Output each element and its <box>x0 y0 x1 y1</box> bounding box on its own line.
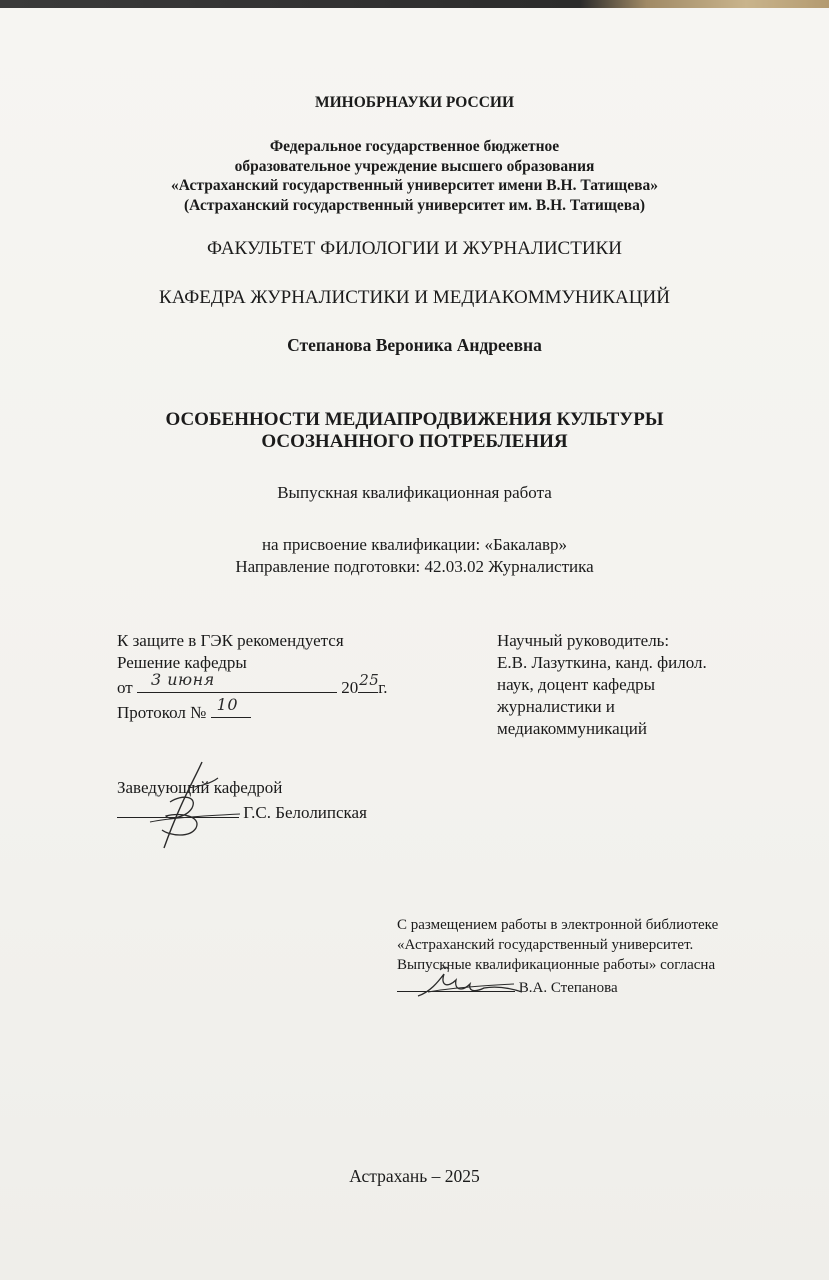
work-type: Выпускная квалификационная работа <box>277 483 552 502</box>
qualification-line: на присвоение квалификации: «Бакалавр» <box>261 535 568 554</box>
scan-edge <box>0 0 829 8</box>
protocol-handwritten: 10 <box>216 695 238 714</box>
institution-block <box>0 137 829 215</box>
institution-line: Федеральное государственное бюджетное <box>269 138 560 155</box>
protocol-label: Протокол № <box>117 703 207 722</box>
department-head-block <box>117 777 437 824</box>
student-name: В.А. Степанова <box>518 980 618 996</box>
protocol-line <box>117 695 417 724</box>
date-line <box>117 670 417 699</box>
recommend-text: К защите в ГЭК рекомендуется <box>117 631 344 650</box>
library-line: Выпускные квалификационные работы» согласна <box>397 957 716 973</box>
faculty-name: ФАКУЛЬТЕТ ФИЛОЛОГИИ И ЖУРНАЛИСТИКИ <box>207 238 622 259</box>
title-line: ОСОБЕННОСТИ МЕДИАПРОДВИЖЕНИЯ КУЛЬТУРЫ <box>165 409 664 430</box>
qualification-block <box>0 534 829 578</box>
student-signature-field <box>397 975 515 992</box>
head-signature-line <box>117 799 437 824</box>
year-handwritten: 25 <box>359 671 380 689</box>
supervisor-line: медиакоммуникаций <box>497 719 647 738</box>
supervisor-block <box>497 630 777 740</box>
head-label: Заведующий кафедрой <box>117 778 283 797</box>
protocol-field <box>211 695 251 718</box>
supervisor-line: Е.В. Лазуткина, канд. филол. <box>497 653 707 672</box>
thesis-title <box>0 409 829 453</box>
from-label: от <box>117 678 133 697</box>
defense-recommendation <box>117 630 417 724</box>
library-consent <box>397 915 775 998</box>
department-name: КАФЕДРА ЖУРНАЛИСТИКИ И МЕДИАКОММУНИКАЦИЙ <box>159 287 670 308</box>
head-name: Г.С. Белолипская <box>243 803 367 822</box>
head-signature-field <box>117 799 239 818</box>
author-name: Степанова Вероника Андреевна <box>287 335 542 355</box>
institution-line: «Астраханский государственный университет имени В.Н. Татищева» <box>170 177 659 194</box>
library-line: С размещением работы в электронной библиотеке <box>397 917 719 933</box>
institution-line: образовательное учреждение высшего образования <box>234 157 595 175</box>
year-suffix: г. <box>378 678 388 697</box>
supervisor-line: журналистики и <box>497 697 615 716</box>
title-line: ОСОЗНАННОГО ПОТРЕБЛЕНИЯ <box>261 431 568 452</box>
date-handwritten: 3 июня <box>150 670 215 689</box>
year-prefix: 20 <box>341 678 359 697</box>
direction-line: Направление подготовки: 42.03.02 Журналистика <box>235 557 594 576</box>
library-signature-line <box>397 975 775 998</box>
library-line: «Астраханский государственный университет. <box>397 937 694 953</box>
supervisor-line: наук, доцент кафедры <box>497 675 656 694</box>
institution-line: (Астраханский государственный университет им. В.Н. Татищева) <box>184 196 645 214</box>
supervisor-label: Научный руководитель: <box>497 631 670 650</box>
ministry-heading: МИНОБРНАУКИ РОССИИ <box>314 94 515 111</box>
decision-text: Решение кафедры <box>117 653 247 672</box>
city-year: Астрахань – 2025 <box>349 1166 480 1186</box>
year-field <box>358 671 380 693</box>
date-field <box>137 670 337 693</box>
